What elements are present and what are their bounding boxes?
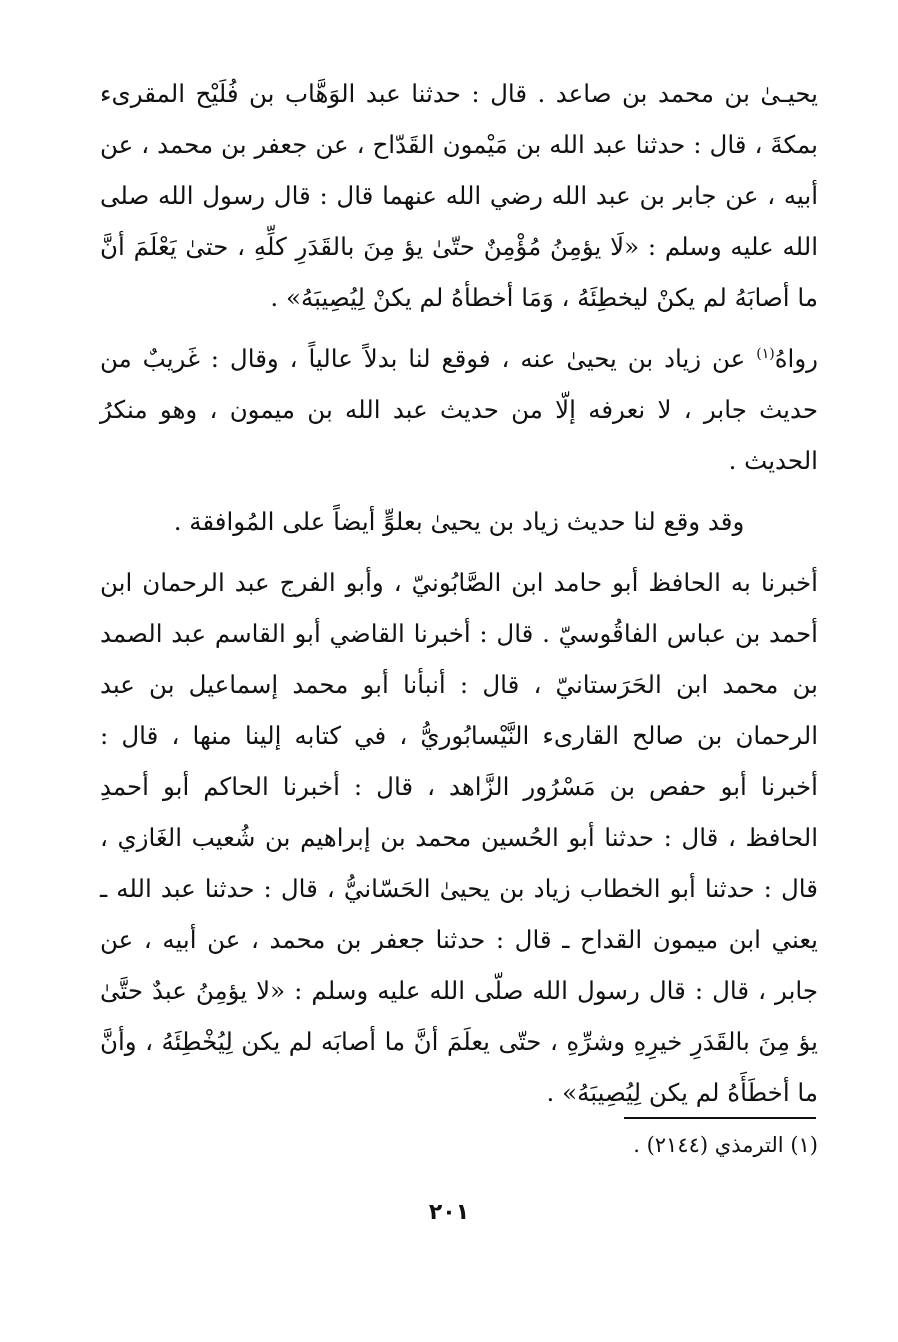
paragraph-takhrij-text: عن زياد بن يحيىٰ عنه ، فوقع لنا بدلاً عالياً ، وقال : غَريبٌ من حديث جابر ، لا نعرفه إلّا من حديث عبد الله بن ميمون ، وهو منكرُ الحديث .: [100, 344, 818, 475]
paragraph-isnad: أخبرنا به الحافظ أبو حامد ابن الصَّابُونيّ ، وأبو الفرج عبد الرحمان ابن أحمد بن عباس الفاقُوسيّ . قال : أخبرنا القاضي أبو القاسم عبد الصمد بن محمد ابن الحَرَستانيّ ، قال : أنبأنا أبو محمد إسماعيل بن عبد الرحمان بن صالح القارىء النَّيْسابُوريُّ ، في كتابه إلينا منها ، قال : أخبرنا أبو حفص بن مَسْرُور الزَّاهد ، قال : أخبرنا الحاكم أبو أحمدِ الحافظ ، قال : حدثنا أبو الحُسين محمد بن إبراهيم بن شُعيب الغَازي ، قال : حدثنا أبو الخطاب زياد بن يحيىٰ الحَسّانيُّ ، قال : حدثنا عبد الله ـ يعني ابن ميمون القداح ـ قال : حدثنا جعفر بن محمد ، عن أبيه ، عن جابر ، قال : قال رسول الله صلّى الله عليه وسلم : «لا يؤمِنُ عبدٌ حتَّىٰ يؤ مِنَ بالقَدَرِ خيرِهِ وشرِّهِ ، حتّى يعلَمَ أنَّ ما أصابَه لم يكن لِيُخْطِئَهُ ، وأنَّ ما أخطَأَهُ لم يكن لِيُصِيبَهُ» .: [100, 568, 818, 1107]
footnote: (١) الترمذي (٢١٤٤) .: [633, 1133, 818, 1157]
footnote-separator: [624, 1117, 816, 1119]
main-text: [100, 68, 818, 1118]
narrated-word: رواهُ: [774, 344, 818, 373]
footnote-marker: (١): [756, 345, 775, 362]
page-number: ٢٠١: [428, 1200, 470, 1225]
paragraph-takhrij: [100, 333, 818, 486]
paragraph-hadith-1: يحيـىٰ بن محمد بن صاعد . قال : حدثنا عبد الوَهَّاب بن فُلَيْح المقرىء بمكةَ ، قال : حدثنا عبد الله بن مَيْمون القَدّاح ، عن جعفر بن محمد ، عن أبيه ، عن جابر بن عبد الله رضي الله عنهما قال : قال رسول الله صلى الله عليه وسلم : «لَا يؤمِنُ مُؤْمِنٌ حتّىٰ يؤ مِنَ بالقَدَرِ كلِّهِ ، حتىٰ يَعْلَمَ أنَّ ما أصابَهُ لم يكنْ ليخطِئَهُ ، وَمَا أخطأهُ لم يكنْ لِيُصِيبَهُ» .: [100, 79, 818, 312]
paragraph-muwafaqa: وقد وقع لنا حديث زياد بن يحيىٰ بعلوٍّ أيضاً على المُوافقة .: [173, 507, 745, 536]
